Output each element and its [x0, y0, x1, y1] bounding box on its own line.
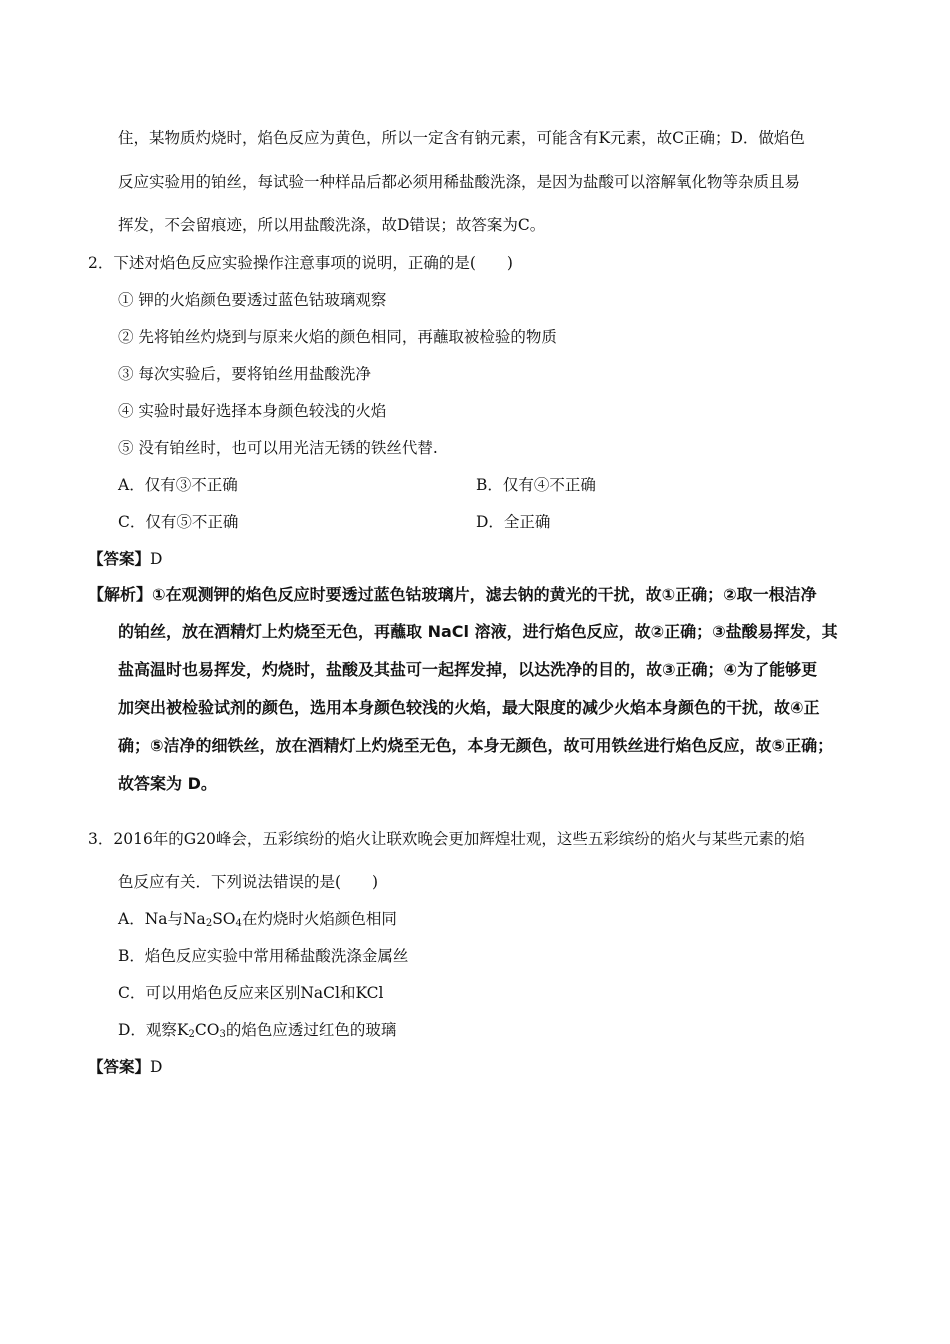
q2-option-a: A．仅有③不正确 — [118, 476, 238, 494]
q3-option-d-text-2: CO — [194, 1021, 220, 1039]
q3-answer — [88, 1056, 162, 1078]
q3-option-a-sub-1: 2 — [205, 918, 213, 929]
q3-option-a-text-2: SO — [212, 910, 236, 928]
q2-analysis-text-6a: 故答案为 — [118, 774, 188, 793]
q2-analysis-text-6c: 。 — [200, 774, 217, 793]
q3-option-d-sub-2: 3 — [219, 1029, 226, 1040]
q2-analysis-line-1 — [88, 584, 817, 606]
q3-option-d-sub-1: 2 — [188, 1029, 195, 1040]
q2-answer-tag: 【答案】 — [88, 550, 151, 568]
q2-answer-value: D — [150, 550, 163, 568]
q2-option-b: B．仅有④不正确 — [476, 476, 596, 494]
q2-analysis-line-2 — [118, 621, 838, 643]
q3-answer-tag: 【答案】 — [88, 1058, 151, 1076]
q2-analysis-line-3: 盐高温时也易挥发，灼烧时，盐酸及其盐可一起挥发掉，以达洗净的目的，故③正确；④为了能够更 — [118, 660, 818, 679]
q3-option-c: C．可以用焰色反应来区别NaCl和KCl — [118, 984, 384, 1002]
q3-stem-line-1: 3．2016年的G20峰会，五彩缤纷的焰火让联欢晚会更加辉煌壮观，这些五彩缤纷的焰火与某些元素的焰 — [88, 830, 805, 848]
q2-option-c: C．仅有⑤不正确 — [118, 513, 239, 531]
prev-explanation-line-2: 反应实验用的铂丝，每试验一种样品后都必须用稀盐酸洗涤，是因为盐酸可以溶解氧化物等杂质且易 — [118, 173, 801, 191]
q2-analysis-text-1: ①在观测钾的焰色反应时要透过蓝色钴玻璃片，滤去钠的黄光的干扰，故①正确；②取一根洁净 — [152, 585, 817, 604]
q3-option-a-text-3: 在灼烧时火焰颜色相同 — [241, 910, 397, 928]
q2-analysis-tag: 【解析】 — [88, 585, 153, 604]
q2-item-5: ⑤ 没有铂丝时，也可以用光洁无锈的铁丝代替. — [118, 439, 438, 457]
q2-answer — [88, 548, 162, 570]
q2-analysis-answer-d: D — [187, 774, 201, 793]
q2-item-4: ④ 实验时最好选择本身颜色较浅的火焰 — [118, 402, 387, 420]
q2-option-d: D．全正确 — [476, 513, 551, 531]
q3-option-a-sub-2: 4 — [235, 918, 242, 929]
q2-stem: 2．下述对焰色反应实验操作注意事项的说明，正确的是( ) — [88, 254, 513, 272]
q2-analysis-text-2c: 溶液，进行焰色反应，故②正确；③盐酸易挥发，其 — [469, 622, 838, 641]
q2-analysis-line-5: 确；⑤洁净的细铁丝，放在酒精灯上灼烧至无色，本身无颜色，故可用铁丝进行焰色反应，故⑤正确； — [118, 736, 834, 755]
q3-option-d-text-3: 的焰色应透过红色的玻璃 — [225, 1021, 397, 1039]
q3-option-d-text-1: D．观察K — [118, 1021, 189, 1039]
q3-stem-line-2: 色反应有关．下列说法错误的是( ) — [118, 873, 379, 891]
q2-item-3: ③ 每次实验后，要将铂丝用盐酸洗净 — [118, 365, 371, 383]
q2-item-1: ① 钾的火焰颜色要透过蓝色钴玻璃观察 — [118, 291, 387, 309]
q2-analysis-line-6 — [118, 773, 217, 795]
q3-answer-value: D — [150, 1058, 163, 1076]
q3-option-b: B．焰色反应实验中常用稀盐酸洗涤金属丝 — [118, 947, 409, 965]
q2-analysis-text-2a: 的铂丝，放在酒精灯上灼烧至无色，再蘸取 — [118, 622, 428, 641]
q3-option-a-text-1: A．Na与Na — [118, 910, 206, 928]
prev-explanation-line-3: 挥发，不会留痕迹，所以用盐酸洗涤，故D错误；故答案为C。 — [118, 216, 546, 234]
q2-analysis-line-4: 加突出被检验试剂的颜色，选用本身颜色较浅的火焰，最大限度的减少火焰本身颜色的干扰，故④正 — [118, 698, 820, 717]
q3-option-d — [118, 1019, 396, 1041]
q2-item-2: ② 先将铂丝灼烧到与原来火焰的颜色相同，再蘸取被检验的物质 — [118, 328, 557, 346]
q2-analysis-formula-nacl: NaCl — [427, 622, 469, 641]
q3-option-a — [118, 908, 397, 930]
prev-explanation-line-1: 住，某物质灼烧时，焰色反应为黄色，所以一定含有钠元素，可能含有K元素，故C正确；D．做焰色 — [118, 129, 805, 147]
